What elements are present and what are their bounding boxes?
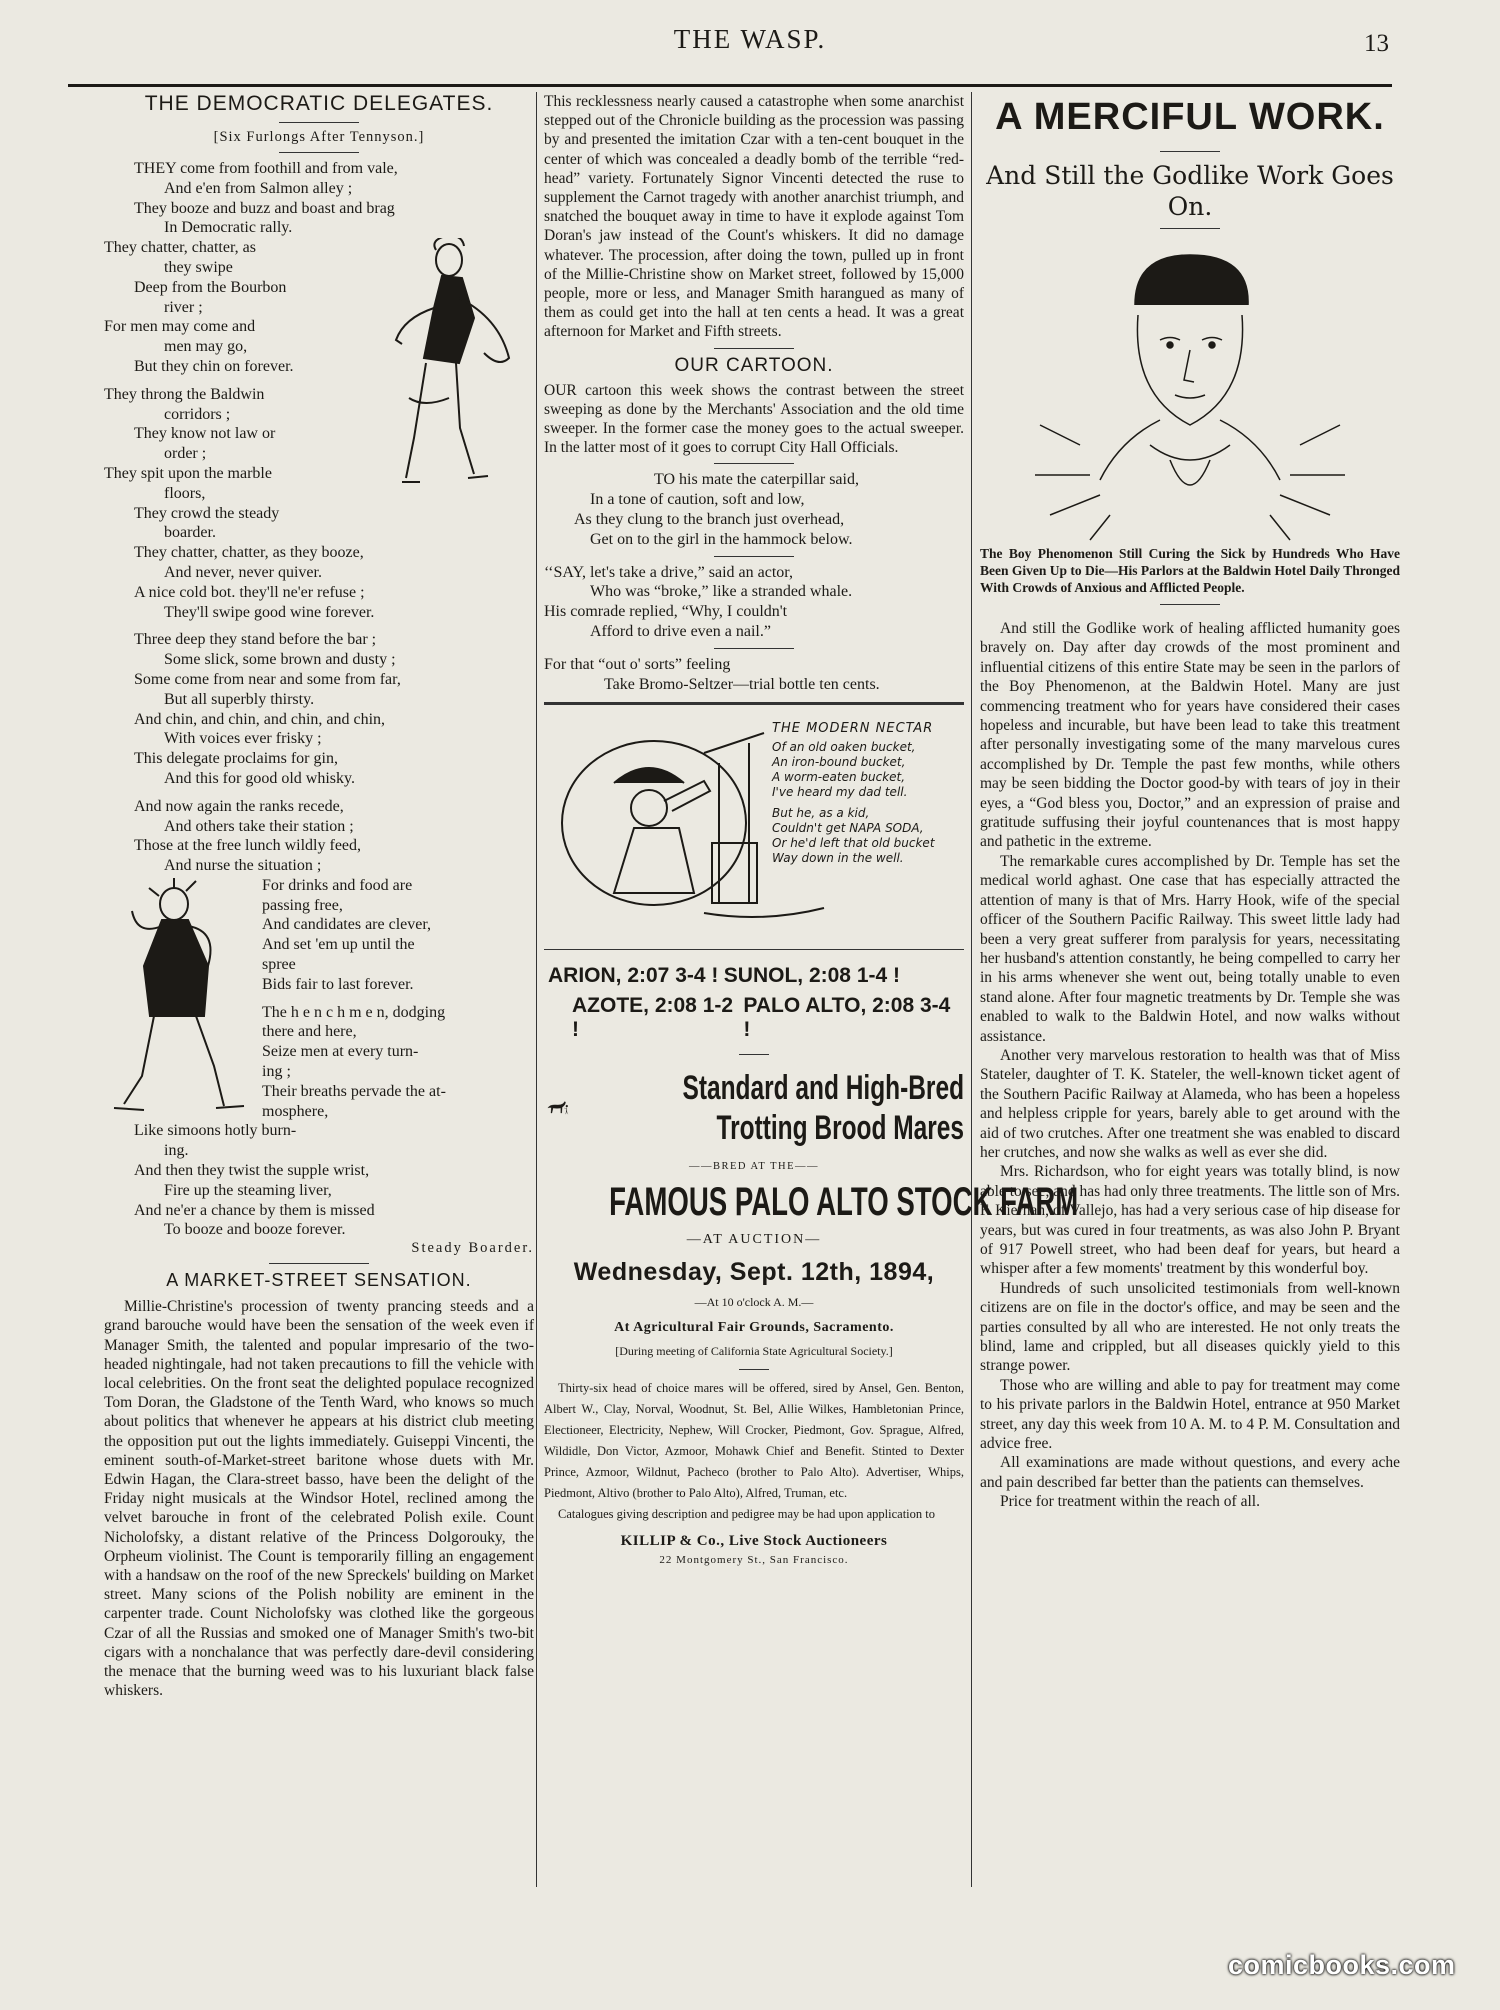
- poem-line: They throng the Baldwin: [104, 385, 265, 403]
- poem-line: passing free,: [262, 896, 343, 914]
- poem-line: floors,: [164, 484, 206, 502]
- poem-line: And candidates are clever,: [262, 916, 432, 934]
- portrait-drawing: [1020, 245, 1360, 545]
- poem-stanza: [104, 1161, 534, 1240]
- poem-line: They'll swipe good wine forever.: [164, 603, 375, 621]
- poem-line: river ;: [164, 298, 203, 316]
- poem-stanza: [104, 543, 534, 876]
- poem-stanza: [104, 159, 534, 238]
- cartoon-body: OUR cartoon this week shows the contrast between the street sweeping as done by the Merchants' Association and the old time sweeper. In the former case the money goes to the actual sweeper. In the latter most of it goes to corrupt City Hall Officials.: [544, 381, 964, 457]
- poem-line: Bids fair to last forever.: [262, 975, 414, 993]
- ad-verse-line: Of an old oaken bucket,: [772, 740, 916, 755]
- poem-line: Afford to drive even a nail.”: [590, 623, 771, 641]
- poem-line: Those at the free lunch wildly feed,: [134, 837, 362, 855]
- napa-soda-ad: [544, 713, 964, 943]
- divider: [739, 1054, 769, 1055]
- divider: [739, 1369, 769, 1370]
- bred-at: ——BRED AT THE——: [688, 1161, 820, 1173]
- bromo-line-1: For that “out o' sorts” feeling: [544, 655, 731, 673]
- poem-line: For men may come and: [104, 318, 256, 336]
- column-1: [104, 92, 534, 1701]
- poem-line: there and here,: [262, 1023, 357, 1041]
- poem-line: TO his mate the caterpillar said,: [654, 471, 859, 489]
- poem-line: And set 'em up until the: [262, 936, 415, 954]
- horse-records: [544, 964, 964, 1055]
- site-watermark: comicbooks.com: [1228, 1950, 1456, 1980]
- article-title: A MARKET-STREET SENSATION.: [166, 1270, 472, 1291]
- poem-line: And ne'er a chance by them is missed: [134, 1201, 375, 1219]
- ad-verse: [772, 740, 962, 866]
- ad-verse-line: But he, as a kid,: [772, 806, 870, 821]
- poem-line: spree: [262, 956, 296, 974]
- divider: [1160, 151, 1220, 152]
- poem-line: boarder.: [164, 524, 216, 542]
- staggering-man-drawing: [104, 876, 254, 1116]
- poem-line: And nurse the situation ;: [164, 857, 322, 875]
- ad-headline: A MERCIFUL WORK.: [995, 96, 1385, 138]
- poem-line: [104, 622, 534, 630]
- record-sunol: SUNOL, 2:08 1-4 !: [723, 964, 900, 988]
- horse-and-groom-icon: [544, 1068, 573, 1148]
- ad-body: [980, 619, 1400, 1512]
- farm-name: FAMOUS PALO ALTO STOCK FARM: [609, 1180, 1079, 1225]
- poem-line: Who was “broke,” like a stranded whale.: [590, 583, 853, 601]
- ad-paragraph: The remarkable cures accomplished by Dr. Temple has set the medical world aghast. One case that has especially attracted the attention of many is that of Mrs. Harry Hook, wife of the special officer of the Southern Pacific Railway. This sweet little lady had been a very great sufferer from paralysis for years, necessitating her husband's attention constantly, he being compelled to carry her in his arms whenever she went out, being totally unable to even stand alone. After four magnetic treatments by Dr. Temple she was enabled to walk to the Baldwin Hotel, and now walks without assistance.: [980, 852, 1400, 1045]
- poem-line: And e'en from Salmon alley ;: [164, 179, 353, 197]
- auction-label: —AT AUCTION—: [686, 1232, 822, 1248]
- column-3: [980, 92, 1400, 1512]
- article-continued: This recklessness nearly caused a catastrophe when some anarchist stepped out of the Chronicle building as the procession was passing by and presented the imitation Czar with a ten-cent bouquet in the center of which was concealed a deadly bomb of the terrible “red-head” variety. Fortunately Signor Vincenti detected the ruse to supplement the Carnot tragedy with another anarchist triumph, and snatched the bouquet away in time to have it explode against Tom Doran's jaw instead of the Count's whiskers. It did no damage whatever. The procession, after doing the town, pulled up in front of the Millie-Christine show on Market street, followed by 15,000 people, more or less, and Manager Smith harangued as many of them as could get into the hall at ten cents a head. It was a great afternoon for Market and Fifth streets.: [544, 93, 964, 341]
- poem-line: And chin, and chin, and chin, and chin,: [134, 710, 386, 728]
- divider: [279, 122, 359, 123]
- poem-line: ing ;: [262, 1063, 291, 1081]
- poem-line: order ;: [164, 445, 207, 463]
- ad-paragraph: Hundreds of such unsolicited testimonials from well-known citizens are on file in the doctor's office, and may be seen and the parties consulted by all who are interested. He not only treats the blind, lame and crippled, but all diseases quickly yield to this strange power.: [980, 1279, 1400, 1375]
- divider: [714, 648, 794, 649]
- poem-line: Some slick, some brown and dusty ;: [164, 651, 396, 669]
- mares-heading-line-2: Trotting Brood Mares: [716, 1109, 964, 1148]
- poem-line: In Democratic rally.: [164, 219, 293, 237]
- poem-line: To booze and booze forever.: [164, 1221, 346, 1239]
- poem-line: The h e n c h m e n, dodging: [262, 1003, 446, 1021]
- poem-subtitle: [Six Furlongs After Tennyson.]: [213, 129, 425, 145]
- ad-paragraph: Those who are willing and able to pay for treatment may come to his private parlors in the Baldwin Hotel, entrance at 950 Market street, any day this week from 10 A. M. to 4 P. M. Consultation and advice free.: [980, 1376, 1400, 1453]
- verse-actor: [544, 563, 964, 642]
- ad-title: THE MODERN NECTAR: [772, 721, 934, 737]
- poem-line: Their breaths pervade the at-: [262, 1082, 446, 1100]
- poem-line: They booze and buzz and boast and brag: [134, 199, 395, 217]
- poem-line: With voices ever frisky ;: [164, 730, 322, 748]
- poem-line: They know not law or: [134, 425, 276, 443]
- column-2: [544, 92, 1079, 1567]
- ad-verse-line: Couldn't get NAPA SODA,: [772, 821, 924, 836]
- poem-line: THEY come from foothill and from vale,: [134, 160, 398, 177]
- ad-subheadline: And Still the Godlike Work Goes On.: [986, 161, 1394, 221]
- column-rule-left: [536, 92, 537, 1887]
- swaggering-man-drawing: [364, 238, 534, 488]
- page-number: 13: [1364, 30, 1389, 57]
- ad-verse-line: A worm-eaten bucket,: [772, 770, 906, 785]
- auctioneer-name: KILLIP & Co., Live Stock Auctioneers: [620, 1533, 888, 1550]
- poem-line: Like simoons hotly burn-: [134, 1122, 297, 1140]
- column-rule-right: [971, 92, 972, 1887]
- poem-line: And others take their station ;: [164, 817, 354, 835]
- poem-line: For drinks and food are: [262, 876, 413, 894]
- poem-line: men may go,: [164, 338, 248, 356]
- poem-line: mosphere,: [262, 1102, 329, 1120]
- poem-line: Deep from the Bourbon: [134, 278, 287, 296]
- auction-date: Wednesday, Sept. 12th, 1894,: [573, 1258, 935, 1287]
- poem-line: ing.: [164, 1142, 189, 1160]
- portrait-caption: The Boy Phenomenon Still Curing the Sick by Hundreds Who Have Been Given Up to Die—His Parlors at the Baldwin Hotel Daily Thronged With Crowds of Anxious and Afflicted People.: [980, 546, 1400, 595]
- poem-line: Three deep they stand before the bar ;: [134, 631, 377, 649]
- poem-line: they swipe: [164, 258, 233, 276]
- ad-paragraph: Mrs. Richardson, who for eight years was totally blind, is now able to see, and has had only three treatments. The little son of Mrs. F. Kiernan, of Vallejo, has had a very serious case of hip disease for years, but was cured in four treatments, as was also John P. Bryant of 917 Powell street, who had been deaf for years, but heard a whisper after a few moments' treatment by this wonderful boy.: [980, 1163, 1400, 1278]
- auctioneer-address: 22 Montgomery St., San Francisco.: [659, 1554, 849, 1567]
- article-body: Millie-Christine's procession of twenty prancing steeds and a grand barouche would have been the sensation of the week even if Manager Smith, the talented and popular impresario of the two-headed nightingale, had not taken precautions to fill the vehicle with local celebrities. On the front seat the delighted populace recognized Tom Doran, the Gladstone of the Tenth Ward, who knows so much about politics that whenever he appears at his district club meeting the opposition put out the lights immediately. Guiseppi Vincenti, the eminent south-of-Market-street baritone whose duets with Mr. Edwin Hagan, the Clara-street basso, have been the delight of the Friday night musicals at the Windsor Hotel, reclined among the velvet barouche in front of the celebrated Polish exile. Count Nicholofsky, a distant relative of the Princess Dolgorouky, the Orpheum violinist. The Count is temporarily filling an engagement with a handsaw on the roof of the new Spreckels' building on Market street. Many scions of the Polish nobility are eminent in the carpenter trade. Count Nicholofsky was clothed like the gorgeous Czar of all the Russias and smoked one of Manager Smith's two-bit cigars with a nonchalance that was perfectly dare-devil considering the menace that the burning weed was to his luxuriant black false whiskers.: [104, 1298, 534, 1700]
- poem-line: Get on to the girl in the hammock below.: [590, 530, 853, 548]
- divider: [279, 152, 359, 153]
- auction-place: At Agricultural Fair Grounds, Sacramento.: [614, 1320, 894, 1336]
- ad-verse-line: An iron-bound bucket,: [772, 755, 906, 770]
- record-arion: ARION, 2:07 3-4 !: [548, 964, 719, 988]
- divider: [269, 1263, 369, 1264]
- mares-heading: [544, 1063, 964, 1153]
- auction-meeting: [During meeting of California State Agricultural Society.]: [615, 1344, 893, 1359]
- section-rule: [544, 949, 964, 950]
- poem-signature: Steady Boarder.: [411, 1240, 534, 1257]
- running-head: THE WASP.: [673, 24, 827, 54]
- auction-time: —At 10 o'clock A. M.—: [694, 1295, 814, 1310]
- ad-paragraph: And still the Godlike work of healing afflicted humanity goes bravely on. Day after day crowds of the most prominent and influential citizens of this entire State may be seen in the parlors of the Boy Phenomenon, at the Baldwin Hotel. Many are just commencing treatment who for years have considered their cases hopeless and incurable, but have been lead to take this treatment after personally investigating some of the many marvelous cures accomplished by Dr. Temple the past few months, while others may be seen bidding the Doctor good-by with tears of joy in their eyes, a “God bless you, Doctor,” and an expression of praise and gratitude suffusing their joyful countenances that is most happy and pathetic in the extreme.: [980, 620, 1400, 851]
- ad-verse-line: Or he'd left that old bucket: [772, 836, 935, 851]
- poem-line: They spit upon the marble: [104, 464, 272, 482]
- poem-line: As they clung to the branch just overhead,: [574, 511, 845, 529]
- poem-line: corridors ;: [164, 405, 231, 423]
- header-rule: [68, 84, 1392, 87]
- poem-line: Some come from near and some from far,: [134, 670, 401, 688]
- poem-line: And then they twist the supple wrist,: [134, 1162, 370, 1180]
- auction-details: Thirty-six head of choice mares will be offered, sired by Ansel, Gen. Benton, Albert W., Clay, Norval, Woodnut, St. Bel, Allie Wilkes, Hambletonian Prince, Electioneer, Electricity, Nephew, Will Crocker, Piedmont, Gov. Sprague, Alfred, Wildidle, Don Victor, Azmoor, Mohawk Chief and Benefit. Stinted to Dexter Prince, Azmoor, Wildnut, Pacheco (brother to Palo Alto). Advertiser, Whips, Piedmont, Altivo (brother to Palo Alto), Alfred, Truman, etc.: [544, 1381, 964, 1501]
- poem-line: [104, 789, 534, 797]
- poem-line: His comrade replied, “Why, I couldn't: [544, 603, 788, 621]
- auction-catalogues: Catalogues giving description and pedigree may be had upon application to: [558, 1507, 935, 1522]
- divider: [714, 556, 794, 557]
- poem-line: They crowd the steady: [134, 504, 280, 522]
- ad-verse-line: I've heard my dad tell.: [772, 785, 908, 800]
- poem-line: This delegate proclaims for gin,: [134, 750, 338, 768]
- poem-line: They chatter, chatter, as: [104, 239, 256, 257]
- record-palo-alto: PALO ALTO, 2:08 3-4 !: [743, 994, 951, 1042]
- ad-paragraph: Another very marvelous restoration to health was that of Miss Stateler, daughter of T. K. Stateler, the well-known ticket agent of the Southern Pacific Railway at Alameda, who has been a hopeless and helpless cripple for years, barely able to get around with the aid of two crutches. After one treatment she was enabled to discard her crutches, and now she walks as well as ever she did.: [980, 1046, 1400, 1161]
- section-rule: [544, 702, 964, 705]
- cartoon-title: OUR CARTOON.: [674, 354, 834, 376]
- verse-caterpillar: [544, 470, 964, 549]
- divider: [1160, 228, 1220, 229]
- bromo-line-2: Take Bromo-Seltzer—trial bottle ten cents.: [604, 675, 880, 693]
- ad-verse-block: [772, 721, 962, 866]
- poem-line: In a tone of caution, soft and low,: [590, 491, 805, 509]
- poem-title: THE DEMOCRATIC DELEGATES.: [144, 92, 494, 115]
- record-azote: AZOTE, 2:08 1-2 !: [572, 994, 734, 1042]
- ad-paragraph: All examinations are made without questions, and every ache and pain described far better than the patients can themselves.: [980, 1454, 1400, 1491]
- poem-line: ‘‘SAY, let's take a drive,” said an actor,: [544, 563, 793, 581]
- poem-line: And this for good old whisky.: [164, 769, 355, 787]
- divider: [1160, 604, 1220, 605]
- poem-line: But they chin on forever.: [134, 357, 294, 375]
- divider: [714, 463, 794, 464]
- poem-line: Fire up the steaming liver,: [164, 1181, 332, 1199]
- poem-line: They chatter, chatter, as they booze,: [134, 544, 364, 562]
- poem-line: Seize men at every turn-: [262, 1043, 419, 1061]
- poem-line: But all superbly thirsty.: [164, 690, 315, 708]
- ad-verse-line: Way down in the well.: [772, 851, 904, 866]
- poem-line: And never, never quiver.: [164, 563, 322, 581]
- mares-heading-line-1: Standard and High-Bred: [682, 1069, 964, 1108]
- boy-phenomenon-portrait: [980, 245, 1400, 545]
- ad-paragraph: Price for treatment within the reach of all.: [1000, 1493, 1260, 1511]
- henchman-illustration: [104, 876, 254, 1121]
- poem-line: And now again the ranks recede,: [134, 797, 344, 815]
- delegate-illustration: [364, 238, 534, 493]
- divider: [714, 348, 794, 349]
- poem-line: A nice cold bot. they'll ne'er refuse ;: [134, 583, 365, 601]
